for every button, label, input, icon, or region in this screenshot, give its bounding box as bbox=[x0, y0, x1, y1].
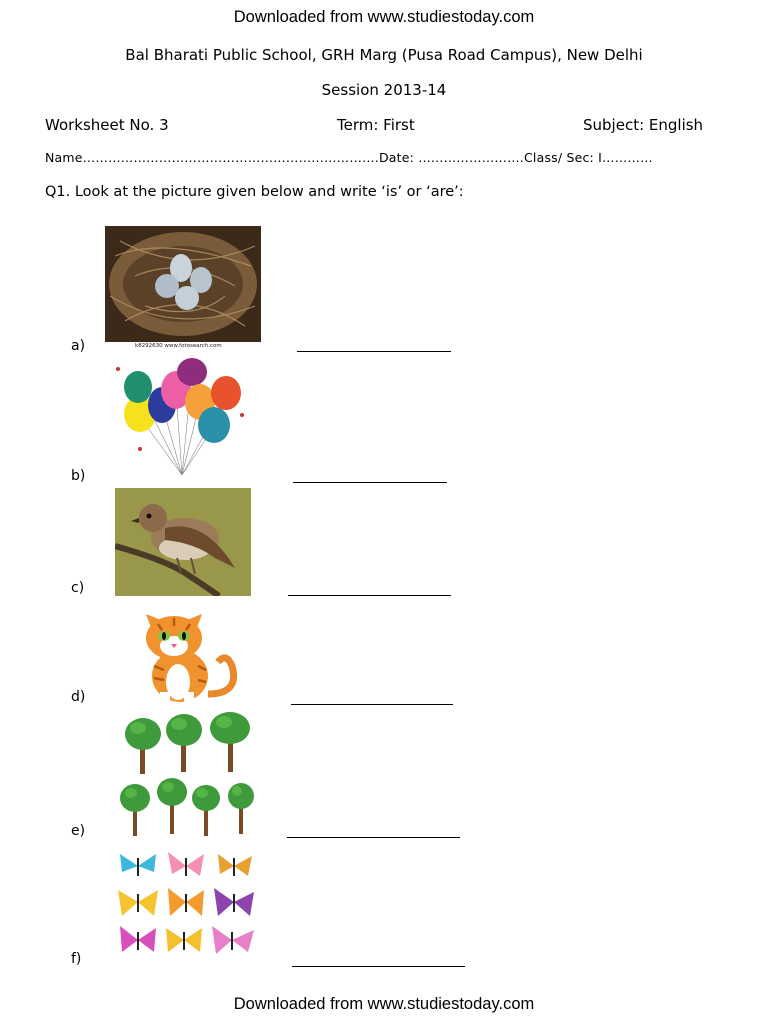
item-label-e: e) bbox=[71, 823, 86, 839]
school-name: Bal Bharati Public School, GRH Marg (Pusa Road Campus), New Delhi bbox=[125, 46, 643, 64]
sparrow-picture bbox=[115, 488, 251, 596]
subject: Subject: English bbox=[583, 116, 704, 134]
item-label-f: f) bbox=[71, 951, 82, 967]
answer-line-f[interactable] bbox=[292, 966, 465, 967]
download-banner-bottom: Downloaded from www.studiestoday.com bbox=[233, 995, 535, 1013]
cat-picture bbox=[128, 604, 242, 706]
term: Term: First bbox=[337, 116, 415, 134]
item-label-b: b) bbox=[71, 468, 86, 484]
answer-line-a[interactable] bbox=[297, 351, 451, 352]
answer-line-c[interactable] bbox=[288, 595, 451, 596]
item-label-a: a) bbox=[71, 338, 86, 354]
download-banner-top: Downloaded from www.studiestoday.com bbox=[233, 8, 535, 26]
item-label-d: d) bbox=[71, 689, 86, 705]
item-label-c: c) bbox=[71, 580, 85, 596]
student-fields-line: Name…………………………………………………………….Date: …………………….Class/ Sec: I………… bbox=[45, 150, 653, 165]
trees-picture bbox=[118, 708, 258, 840]
balloons-picture bbox=[110, 357, 254, 483]
question-text: Q1. Look at the picture given below and write ‘is’ or ‘are’: bbox=[45, 184, 464, 200]
answer-line-d[interactable] bbox=[291, 704, 453, 705]
worksheet-number: Worksheet No. 3 bbox=[45, 116, 169, 134]
nest-eggs-picture bbox=[105, 226, 261, 350]
nest-photo-caption: k8292630 www.fotosearch.com bbox=[135, 343, 222, 349]
butterflies-picture bbox=[114, 846, 258, 964]
answer-line-e[interactable] bbox=[287, 837, 460, 838]
answer-line-b[interactable] bbox=[293, 482, 447, 483]
session: Session 2013-14 bbox=[321, 81, 447, 99]
